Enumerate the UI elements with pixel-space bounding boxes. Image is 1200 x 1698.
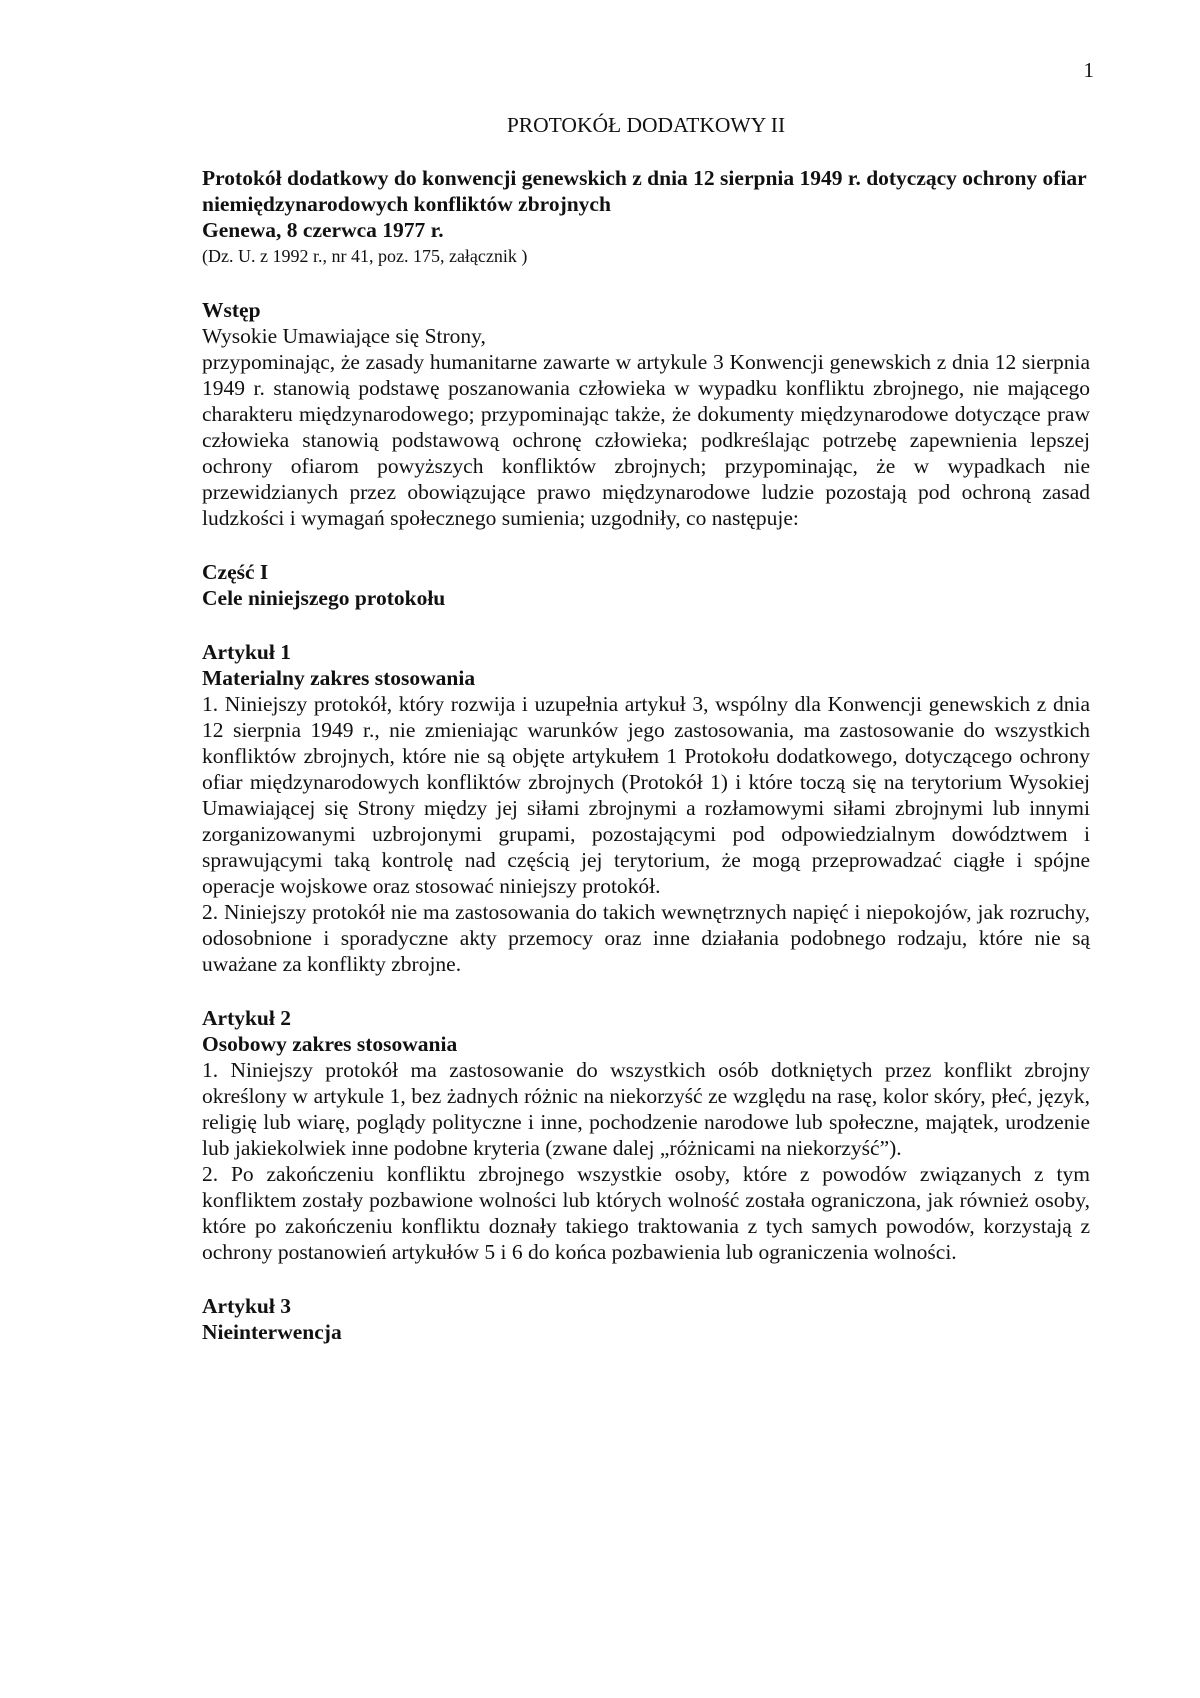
article-name: Osobowy zakres stosowania	[202, 1032, 458, 1056]
preamble-body: przypominając, że zasady humanitarne zawarte w artykule 3 Konwencji genewskich z dnia 12 sierpnia 1949 r. stanowią podstawę poszanowania człowieka w wypadku konfliktu zbrojnego, nie mającego charakteru międzynarodowego; przypominając także, że dokumenty międzynarodowe dotyczące praw człowieka stanowią podstawową ochronę człowieka; podkreślając potrzebę zapewnienia lepszej ochrony ofiarom powyższych konfliktów zbrojnych; przypominając, że w wypadkach nie przewidzianych przez obowiązujące prawo międzynarodowe ludzie pozostają pod ochroną zasad ludzkości i wymagań społecznego sumienia; uzgodniły, co następuje:	[202, 350, 1090, 530]
article-number: Artykuł 3	[202, 1294, 291, 1318]
article-name: Materialny zakres stosowania	[202, 666, 476, 690]
date-place: Genewa, 8 czerwca 1977 r.	[202, 218, 444, 242]
preamble-line: Wysokie Umawiające się Strony,	[202, 324, 486, 348]
preamble-section	[202, 297, 1090, 531]
part-number: Część I	[202, 560, 269, 584]
article-paragraph: 2. Po zakończeniu konfliktu zbrojnego wszystkie osoby, które z powodów związanych z tym konfliktem zostały pozbawione wolności lub których wolność została ograniczona, jak również osoby, które po zakończeniu konfliktu doznały takiego traktowania z tych samych powodów, korzystają z ochrony postanowień artykułów 5 i 6 do końca pozbawienia lub ograniczenia wolności.	[202, 1162, 1090, 1264]
part-section	[202, 559, 1090, 611]
article-number: Artykuł 2	[202, 1006, 291, 1030]
full-title: Protokół dodatkowy do konwencji genewskich z dnia 12 sierpnia 1949 r. dotyczący ochrony ofiar niemiędzynarodowych konfliktów zbrojnych	[202, 166, 1087, 216]
journal-reference: (Dz. U. z 1992 r., nr 41, poz. 175, załącznik )	[202, 246, 528, 266]
document-title: PROTOKÓŁ DODATKOWY II	[506, 113, 786, 137]
article-3	[202, 1293, 1090, 1345]
article-paragraph: 1. Niniejszy protokół, który rozwija i uzupełnia artykuł 3, wspólny dla Konwencji genewskich z dnia 12 sierpnia 1949 r., nie zmieniając warunków jego zastosowania, ma zastosowanie do wszystkich konfliktów zbrojnych, które nie są objęte artykułem 1 Protokołu dodatkowego, dotyczącego ochrony ofiar międzynarodowych konfliktów zbrojnych (Protokół 1) i które toczą się na terytorium Wysokiej Umawiającej się Strony między jej siłami zbrojnymi a rozłamowymi siłami zbrojnymi lub innymi zorganizowanymi uzbrojonymi grupami, pozostającymi pod odpowiedzialnym dowództwem i sprawującymi taką kontrolę nad częścią jej terytorium, że mogą przeprowadzać ciągłe i spójne operacje wojskowe oraz stosować niniejszy protokół.	[202, 692, 1090, 898]
article-paragraph: 1. Niniejszy protokół ma zastosowanie do wszystkich osób dotkniętych przez konflikt zbrojny określony w artykule 1, bez żadnych różnic na niekorzyść ze względu na rasę, kolor skóry, płeć, język, religię lub wiarę, poglądy polityczne i inne, pochodzenie narodowe lub społeczne, majątek, urodzenie lub jakiekolwiek inne podobne kryteria (zwane dalej „różnicami na niekorzyść”).	[202, 1058, 1090, 1160]
preamble-heading: Wstęp	[202, 298, 261, 322]
article-name: Nieinterwencja	[202, 1320, 342, 1344]
document-body	[202, 112, 1090, 1345]
article-paragraph: 2. Niniejszy protokół nie ma zastosowania do takich wewnętrznych napięć i niepokojów, jak rozruchy, odosobnione i sporadyczne akty przemocy oraz inne działania podobnego rodzaju, które nie są uważane za konflikty zbrojne.	[202, 900, 1090, 976]
article-2	[202, 1005, 1090, 1265]
article-1	[202, 639, 1090, 977]
article-number: Artykuł 1	[202, 640, 291, 664]
page-number: 1	[1083, 58, 1094, 82]
part-name: Cele niniejszego protokołu	[202, 586, 446, 610]
